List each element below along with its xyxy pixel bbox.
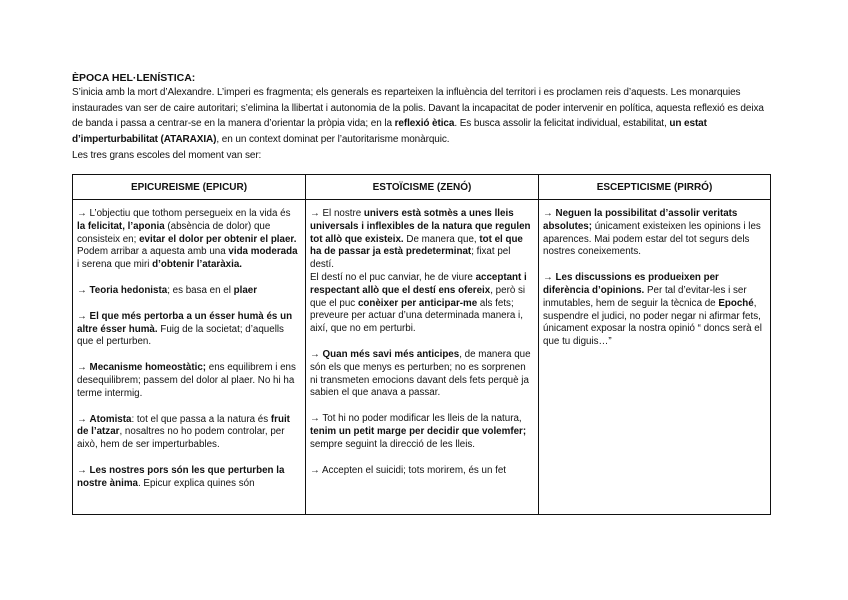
text-run: De manera que, [403, 233, 480, 245]
text-run: , de manera que són els que menys es perturben; no es sorprenen ni transmeten emocions davant dels fets perquè ja sabien el que anava a passar. [310, 348, 531, 399]
text-run: ens equilibrem i ens desequilibrem; passem del dolor al plaer. No hi ha terme intermig. [77, 362, 296, 399]
text-run: als fets; preveure per actuar d’una determinada manera i, així, que no em perturbi. [310, 297, 523, 335]
bold-text: Neguen la possibilitat d’assolir veritats absolutes; [543, 208, 738, 232]
text-run: ; fixat pel destí. [310, 246, 511, 271]
text-run: → [310, 348, 323, 360]
text-run: ; es basa en el [167, 284, 234, 296]
bold-text: Mecanisme homeostàtic; [89, 362, 207, 374]
text-run: → Tot hi no poder modificar les lleis de la natura, [310, 413, 522, 425]
text-run: sempre seguint la direcció de les lleis. [310, 438, 475, 450]
epicur-para-5 [77, 414, 301, 452]
schools-table [72, 174, 771, 515]
text-run: → [77, 464, 90, 476]
zeno-para-1 [310, 208, 534, 272]
text-run: → [77, 284, 90, 296]
document-page [72, 72, 777, 164]
text-run: → [77, 362, 90, 374]
bold-text: fruit de l’atzar [77, 413, 290, 438]
bold-text: evitar el dolor per obtenir el plaer. [139, 233, 297, 245]
bold-text: Atomista [89, 413, 132, 425]
bold-text: conèixer per anticipar-me [357, 297, 478, 309]
bold-text: Teoria hedonista [89, 284, 168, 296]
intro-schools-line: Les tres grans escoles del moment van ser: [72, 149, 262, 161]
table-row [73, 200, 771, 515]
epicur-para-1 [77, 208, 301, 272]
intro-text-end: , en un context dominat per l’autoritarisme monàrquic. [216, 134, 450, 146]
text-run: (absència de dolor) que consisteix en; [77, 220, 271, 245]
text-run: , suspendre el judici, no poder negar ni afirmar fets, únicament exposar la nostra opinió “ doncs serà el que tu diguis…” [543, 297, 762, 348]
text-run: → El nostre [310, 208, 364, 219]
section-heading: ÈPOCA HEL·LENÍSTICA: [72, 72, 196, 84]
bold-text: d’obtenir l’ataràxia. [152, 259, 242, 271]
text-run: únicament existeixen les opinions i les aparences. Mai podem estar del tot segurs dels nostres coneixements. [543, 220, 761, 258]
text-run: Per tal d’evitar-les i ser inmutables, hem de seguir la tècnica de [543, 284, 747, 309]
bold-text: Epoché [718, 297, 754, 309]
text-run: . Epicur explica quines són [137, 477, 255, 489]
bold-text: Les discussions es produeixen per diferència d’opinions. [543, 272, 719, 296]
text-run: Podem arribar a aquesta amb una [77, 246, 229, 258]
intro-text: S’inicia amb la mort d’Alexandre. L’imperi es fragmenta; els generals es reparteixen la influència del territori i es proclamen reis d’aquests. Les monarquies instaurades van ser de caire autoritari; s’elimina la llibertat i autonomia de la polis. Davant la incapacitat de poder intervenir en política, aquesta reflexió es deixa de banda i passa a centrar-se en la manera d’orientar la pròpia vida; en la [72, 87, 764, 130]
zeno-para-4 [310, 413, 534, 451]
bold-text: tenim un petit marge per decidir que volemfer; [310, 425, 527, 437]
text-run: Fuig de la societat; d’aquells que el perturben. [77, 323, 284, 348]
epicur-para-4 [77, 362, 301, 400]
text-run: , nosaltres no ho podem controlar, per això, hem de ser imperturbables. [77, 426, 285, 451]
table-header-row [73, 175, 771, 200]
text-run: → [77, 310, 90, 322]
zeno-para-2 [310, 272, 534, 336]
bold-text: tot el que ha de passar ja està predeterminat [310, 233, 523, 258]
text-run: El destí no el puc canviar, he de viure [310, 271, 476, 283]
bold-text: Quan més savi més anticipes [322, 348, 460, 360]
text-run: , però si que el puc [310, 284, 526, 309]
epicur-para-6 [77, 465, 301, 491]
bold-text: Les nostres pors són les que perturben la nostre ànima [77, 464, 285, 489]
epicureisme-cell [73, 200, 306, 515]
epicur-para-2 [77, 285, 301, 298]
header-estoicisme: ESTOÏCISME (ZENÓ) [306, 175, 539, 200]
epicur-para-3 [77, 311, 301, 349]
text-run: → [77, 413, 90, 425]
pirro-para-2 [543, 272, 766, 349]
text-run: i serena que miri [77, 259, 153, 271]
zeno-para-3 [310, 349, 534, 400]
bold-text: vida moderada [228, 246, 298, 258]
bold-text: acceptant i respectant allò que el destí ens ofereix [310, 271, 527, 296]
text-run: → L’objectiu que tothom persegueix en la vida és [77, 208, 291, 219]
bold-text: univers està sotmès a unes lleis universals i inflexibles de la natura que regulen tot allò que existeix. [310, 208, 531, 245]
text-run: → [543, 208, 556, 219]
intro-bold-ethics: reflexió ètica [394, 118, 455, 130]
escepticisme-cell [539, 200, 771, 515]
intro-text-mid: . Es busca assolir la felicitat individual, estabilitat, [454, 118, 670, 130]
text-run: → Accepten el suicidi; tots morirem, és un fet [310, 464, 507, 476]
bold-text: El que més pertorba a un ésser humà és un altre ésser humà. [77, 310, 293, 335]
intro-bold-ataraxia: un estat d’imperturbabilitat (ATARAXIA) [72, 118, 707, 146]
header-escepticisme: ESCEPTICISME (PIRRÓ) [539, 175, 771, 200]
text-run: : tot el que passa a la natura és [131, 413, 271, 425]
intro-paragraph [72, 85, 777, 164]
text-run: → [543, 272, 556, 284]
bold-text: la felicitat, l’aponia [77, 220, 165, 232]
header-epicureisme: EPICUREISME (EPICUR) [73, 175, 306, 200]
bold-text: plaer [233, 284, 258, 296]
zeno-para-5 [310, 465, 534, 478]
estoicisme-cell [306, 200, 539, 515]
pirro-para-1 [543, 208, 766, 259]
